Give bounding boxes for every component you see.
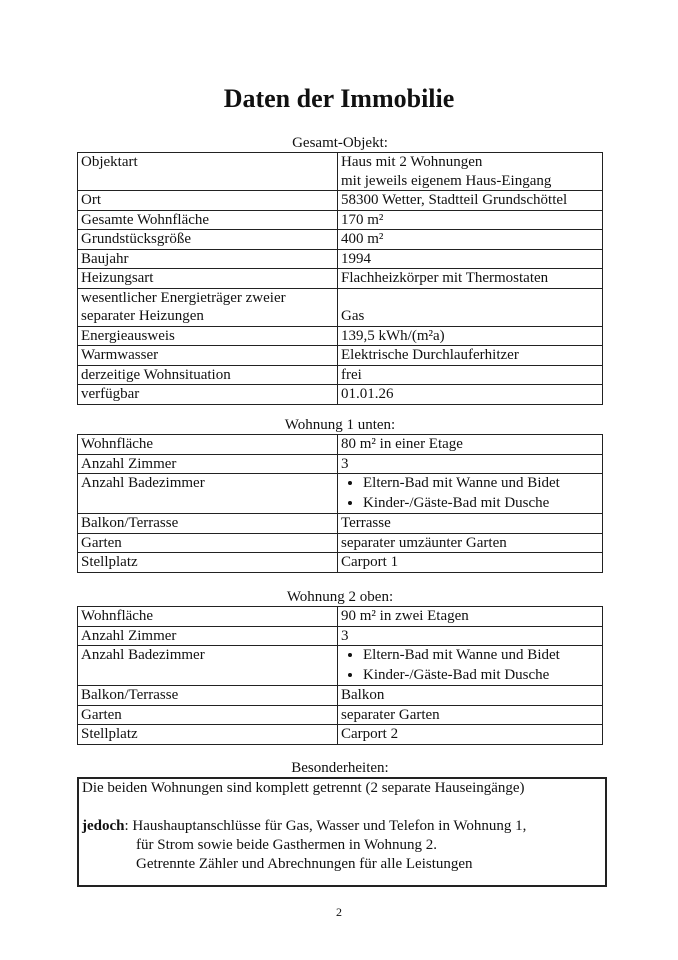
- table-row: [78, 249, 603, 269]
- besonderheiten-line: : Haushauptanschlüsse für Gas, Wasser und Telefon in Wohnung 1,: [124, 818, 527, 834]
- row-value: Carport 2: [338, 725, 603, 745]
- row-label: Warmwasser: [78, 346, 338, 366]
- table-row: [78, 346, 603, 366]
- table-row: [78, 230, 603, 250]
- row-value: 139,5 kWh/(m²a): [338, 326, 603, 346]
- table-row: [78, 365, 603, 385]
- list-item: • Eltern-Bad mit Wanne und Bidet: [363, 646, 599, 666]
- row-label: Baujahr: [78, 249, 338, 269]
- table-row: [78, 288, 603, 326]
- label-line: separater Heizungen: [81, 308, 204, 324]
- bath-list: [341, 646, 599, 685]
- table-row: [78, 269, 603, 289]
- list-item: • Kinder-/Gäste-Bad mit Dusche: [363, 494, 599, 514]
- row-value: [338, 474, 603, 514]
- row-label: Stellplatz: [78, 553, 338, 573]
- row-value: Balkon: [338, 686, 603, 706]
- table-row: [78, 725, 603, 745]
- row-value: [338, 646, 603, 686]
- table-row: [78, 474, 603, 514]
- gesamt-table: [77, 152, 603, 405]
- row-label: Garten: [78, 705, 338, 725]
- row-value: Gas: [338, 288, 603, 326]
- table-row: [78, 553, 603, 573]
- row-value: frei: [338, 365, 603, 385]
- table-row: [78, 435, 603, 455]
- table-row: [78, 191, 603, 211]
- gesamt-caption: Gesamt-Objekt:: [292, 135, 388, 151]
- list-item: • Kinder-/Gäste-Bad mit Dusche: [363, 666, 599, 686]
- row-value: 3: [338, 454, 603, 474]
- besonderheiten-caption: Besonderheiten:: [291, 760, 389, 776]
- table-row: [78, 385, 603, 405]
- row-label: Balkon/Terrasse: [78, 686, 338, 706]
- wohnung1-table: [77, 434, 603, 573]
- row-value: Carport 1: [338, 553, 603, 573]
- bath-list: [341, 474, 599, 513]
- wohnung1-caption: Wohnung 1 unten:: [284, 417, 396, 433]
- table-row: [78, 705, 603, 725]
- row-value: 90 m² in zwei Etagen: [338, 607, 603, 627]
- row-label: Anzahl Badezimmer: [78, 646, 338, 686]
- value-line: mit jeweils eigenem Haus-Eingang: [341, 172, 552, 189]
- list-item: • Eltern-Bad mit Wanne und Bidet: [363, 474, 599, 494]
- row-value: [338, 153, 603, 191]
- row-value: 3: [338, 626, 603, 646]
- row-value: 80 m² in einer Etage: [338, 435, 603, 455]
- row-label: Wohnfläche: [78, 607, 338, 627]
- table-row: [78, 210, 603, 230]
- table-row: [78, 153, 603, 191]
- row-value: 58300 Wetter, Stadtteil Grundschöttel: [338, 191, 603, 211]
- label-line: wesentlicher Energieträger zweier: [81, 289, 286, 306]
- besonderheiten-line: Die beiden Wohnungen sind komplett getrennt (2 separate Hauseingänge): [82, 780, 525, 796]
- row-label: Anzahl Badezimmer: [78, 474, 338, 514]
- row-label: Balkon/Terrasse: [78, 514, 338, 534]
- row-label: Grundstücksgröße: [78, 230, 338, 250]
- table-row: [78, 626, 603, 646]
- page-number: 2: [336, 905, 342, 919]
- row-label: Wohnfläche: [78, 435, 338, 455]
- row-value: separater umzäunter Garten: [338, 533, 603, 553]
- table-row: [78, 646, 603, 686]
- row-value: 01.01.26: [338, 385, 603, 405]
- row-value: Flachheizkörper mit Thermostaten: [338, 269, 603, 289]
- row-value: separater Garten: [338, 705, 603, 725]
- table-row: [78, 514, 603, 534]
- row-label: Gesamte Wohnfläche: [78, 210, 338, 230]
- row-value: 1994: [338, 249, 603, 269]
- table-row: [78, 326, 603, 346]
- row-value: 400 m²: [338, 230, 603, 250]
- table-row: [78, 686, 603, 706]
- row-value: Terrasse: [338, 514, 603, 534]
- besonderheiten-box: [77, 777, 607, 887]
- jedoch-label: jedoch: [82, 818, 125, 834]
- wohnung2-caption: Wohnung 2 oben:: [286, 589, 394, 605]
- row-value: Elektrische Durchlauferhitzer: [338, 346, 603, 366]
- row-label: Anzahl Zimmer: [78, 626, 338, 646]
- wohnung2-table: [77, 606, 603, 745]
- table-row: [78, 454, 603, 474]
- row-label: Ort: [78, 191, 338, 211]
- row-label: Anzahl Zimmer: [78, 454, 338, 474]
- row-label: Stellplatz: [78, 725, 338, 745]
- row-label: Energieausweis: [78, 326, 338, 346]
- table-row: [78, 533, 603, 553]
- row-label: Heizungsart: [78, 269, 338, 289]
- row-label: [78, 288, 338, 326]
- table-row: [78, 607, 603, 627]
- besonderheiten-line: für Strom sowie beide Gasthermen in Wohnung 2.: [136, 837, 437, 853]
- row-label: verfügbar: [78, 385, 338, 405]
- row-label: Garten: [78, 533, 338, 553]
- besonderheiten-line: Getrennte Zähler und Abrechnungen für alle Leistungen: [136, 856, 473, 872]
- page-title: Daten der Immobilie: [223, 84, 455, 113]
- row-value: 170 m²: [338, 210, 603, 230]
- row-label: Objektart: [78, 153, 338, 191]
- value-line: Haus mit 2 Wohnungen: [341, 154, 483, 170]
- row-label: derzeitige Wohnsituation: [78, 365, 338, 385]
